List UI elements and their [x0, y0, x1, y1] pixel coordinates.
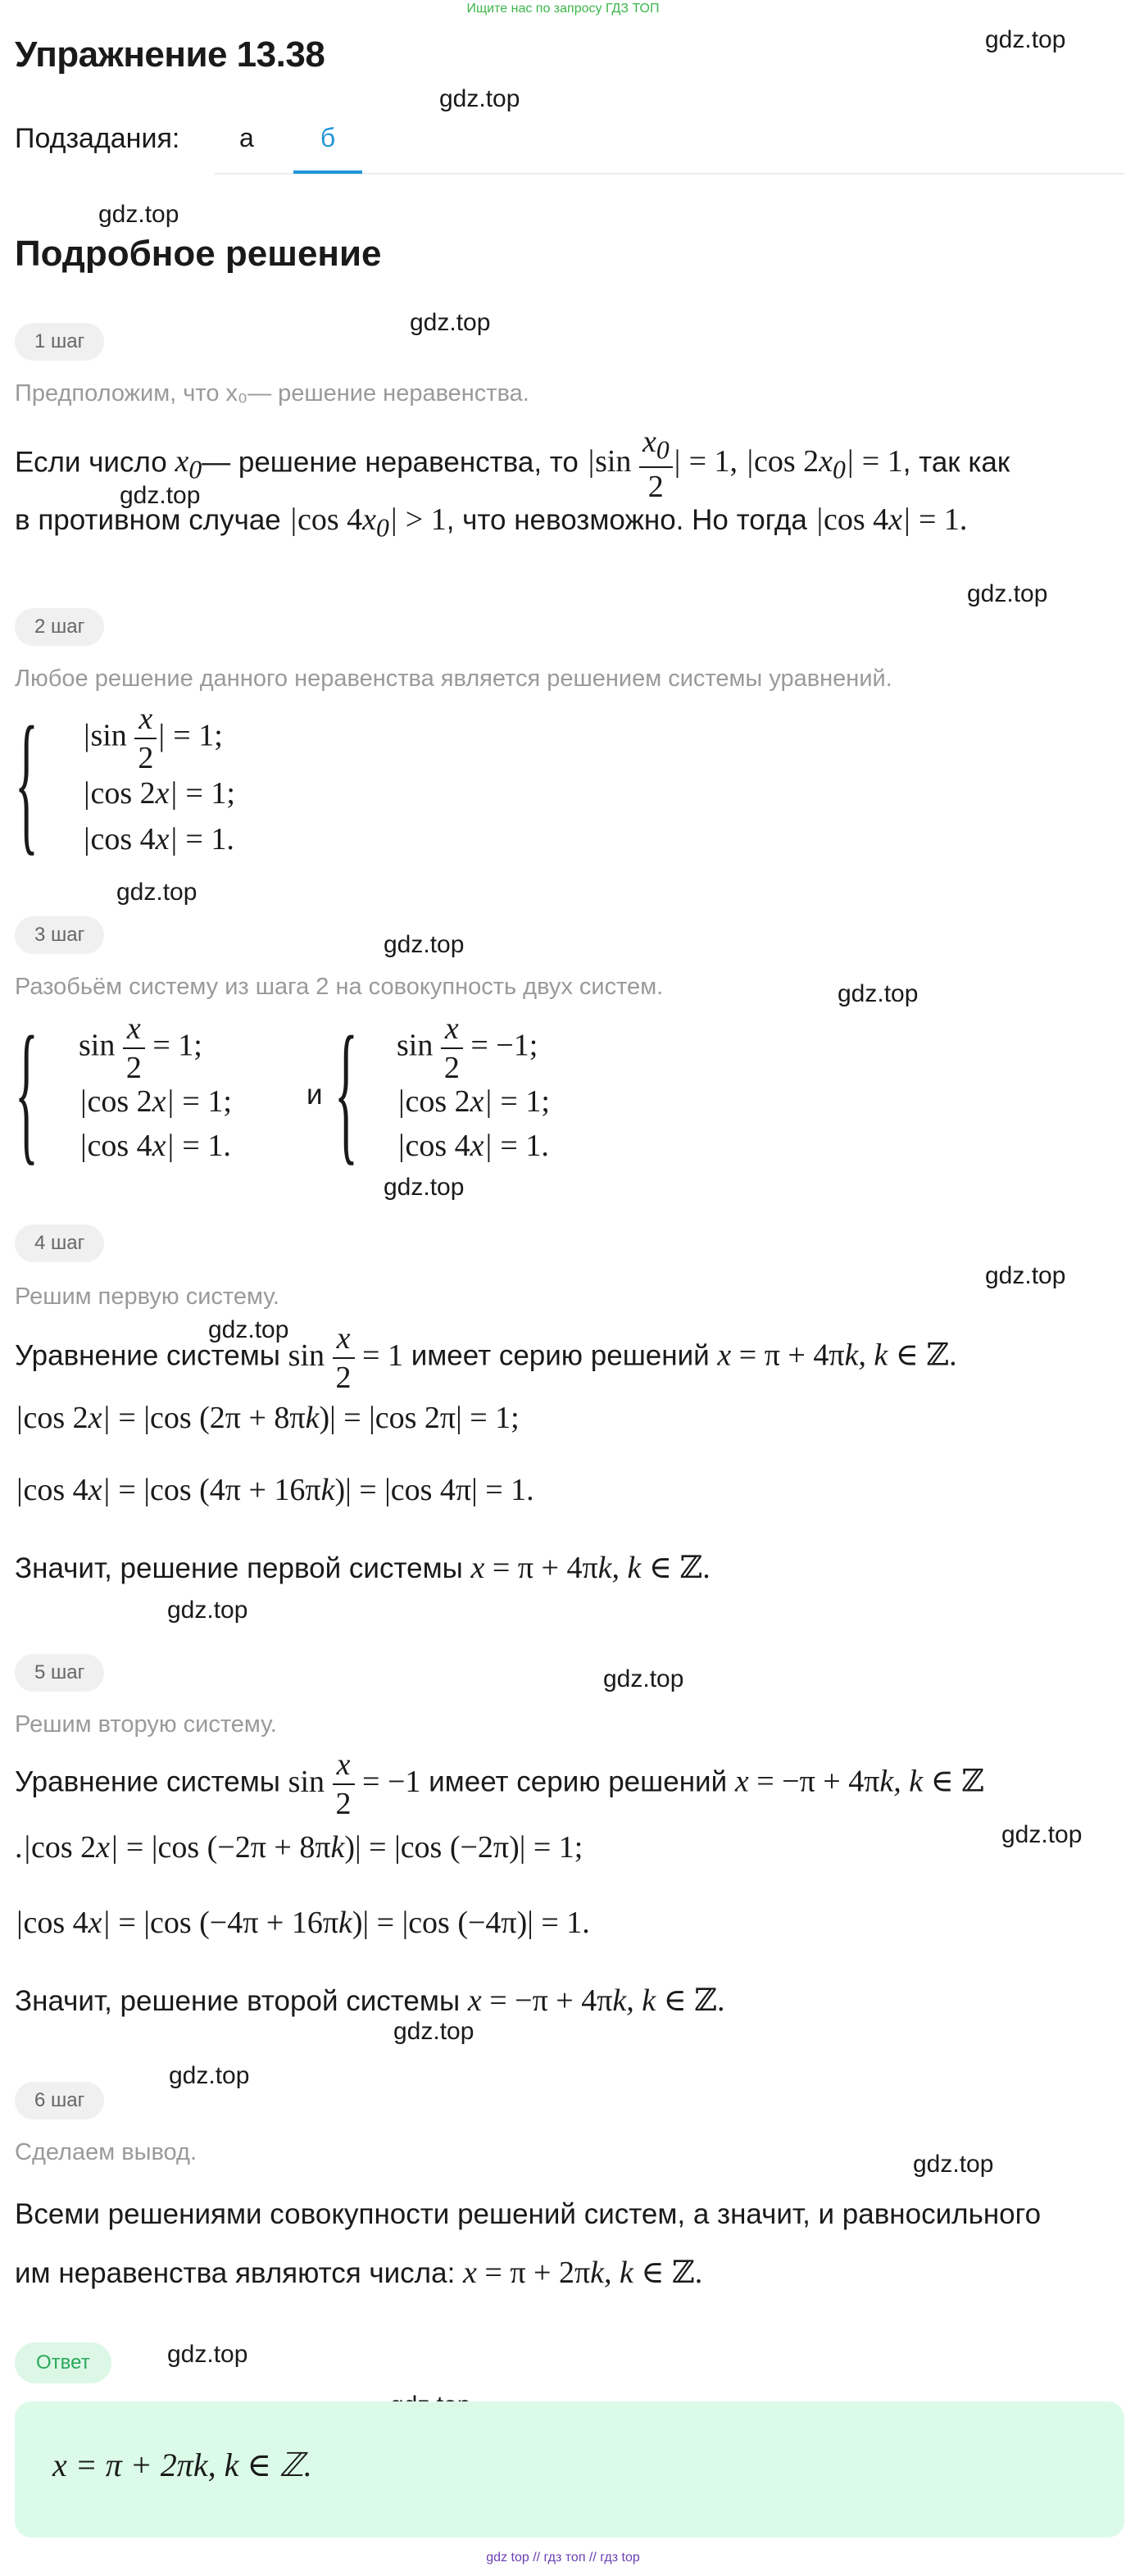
watermark: gdz.top — [913, 2151, 994, 2178]
step-3-sys1-eq-2: |cos 2x| = 1; — [79, 1084, 232, 1119]
step-3-sys2-eq-2: |cos 2x| = 1; — [397, 1084, 550, 1119]
page-title: Упражнение 13.38 — [15, 34, 325, 75]
subtasks-label: Подзадания: — [15, 123, 180, 154]
step-5-line-1: Уравнение системы sin $\frac{x}{2}$ = −1 имеет серию решений x = −π + 4πk, k ∈ ℤ — [15, 1747, 985, 1821]
watermark: gdz.top — [98, 201, 179, 228]
step-2-eq-3: |cos 4x| = 1. — [82, 822, 234, 856]
system-brace: { — [334, 1005, 358, 1179]
step-1-line-1: Если число $x_0—$ решение неравенства, то |sin $\frac{x_0}{2}$ | = 1, |cos $2x_0| = 1$, так как — [15, 425, 1010, 505]
active-tab-indicator — [293, 170, 362, 174]
step-3-sys1-eq-1: sin $\frac{x}{2}$ = 1; — [79, 1011, 202, 1085]
step-4-line-2: |cos 2x| = |cos (2π + 8πk)| = |cos 2π| = 1; — [15, 1401, 520, 1435]
step-2-hint: Любое решение данного неравенства является решением системы уравнений. — [15, 666, 892, 692]
watermark: gdz.top — [167, 1597, 248, 1624]
step-1-line-2: в противном случае |cos $4x_0| > 1$, что невозможно. Но тогда |cos 4x| = 1. — [15, 502, 968, 543]
step-1-hint: Предположим, что x₀— решение неравенства. — [15, 380, 529, 407]
top-banner[interactable]: Ищите нас по запросу ГДЗ ТОП — [466, 2, 660, 16]
step-6-line-2: им неравенства являются числа: x = π + 2πk, k ∈ ℤ. — [15, 2256, 703, 2290]
system-brace: { — [15, 695, 39, 869]
answer-badge: Ответ — [15, 2342, 111, 2383]
watermark: gdz.top — [985, 1262, 1066, 1289]
step-5-line-2: .|cos 2x| = |cos (−2π + 8πk)| = |cos (−2π)| = 1; — [15, 1830, 583, 1865]
watermark: gdz.top — [384, 931, 465, 958]
subtask-tab-b[interactable]: б — [320, 123, 336, 152]
step-3-sys2-eq-3: |cos 4x| = 1. — [397, 1129, 549, 1163]
watermark: gdz.top — [967, 580, 1048, 607]
step-5-line-3: |cos 4x| = |cos (−4π + 16πk)| = |cos (−4π)| = 1. — [15, 1906, 590, 1940]
step-5-conclusion: Значит, решение второй системы x = −π + 4πk, k ∈ ℤ. — [15, 1983, 725, 2018]
watermark: gdz.top — [120, 482, 201, 509]
step-3-hint: Разобьём систему из шага 2 на совокупность двух систем. — [15, 974, 664, 1000]
watermark: gdz.top — [169, 2062, 250, 2089]
watermark: gdz.top — [208, 1316, 289, 1343]
step-4-conclusion: Значит, решение первой системы x = π + 4πk, k ∈ ℤ. — [15, 1551, 711, 1585]
subtask-tab-a[interactable]: а — [239, 123, 254, 152]
step-4-line-1: Уравнение системы sin $\frac{x}{2}$ = 1 имеет серию решений x = π + 4πk, k ∈ ℤ. — [15, 1321, 957, 1395]
system-brace: { — [15, 1005, 39, 1179]
watermark: gdz.top — [603, 1665, 684, 1692]
step-2-eq-1: |sin $\frac{x}{2}$ | = 1; — [82, 702, 223, 775]
watermark: gdz.top — [384, 1174, 465, 1201]
step-badge-4: 4 шаг — [15, 1224, 104, 1262]
answer-value: x = π + 2πk, k ∈ ℤ. — [52, 2447, 312, 2483]
watermark: gdz.top — [838, 980, 919, 1007]
step-badge-3: 3 шаг — [15, 916, 104, 954]
step-2-eq-2: |cos 2x| = 1; — [82, 776, 235, 811]
bottom-banner[interactable]: gdz top // гдз топ // гдз top — [486, 2551, 640, 2565]
step-3-sys2-eq-1: sin $\frac{x}{2}$ = −1; — [397, 1011, 538, 1085]
step-3-sys1-eq-3: |cos 4x| = 1. — [79, 1129, 231, 1163]
step-badge-5: 5 шаг — [15, 1654, 104, 1692]
watermark: gdz.top — [116, 879, 198, 906]
watermark: gdz.top — [393, 2018, 474, 2045]
step-badge-2: 2 шаг — [15, 608, 104, 646]
step-6-line-1: Всеми решениями совокупности решений систем, а значит, и равносильного — [15, 2198, 1042, 2230]
step-badge-6: 6 шаг — [15, 2082, 104, 2119]
watermark: gdz.top — [1001, 1821, 1083, 1848]
step-4-line-3: |cos 4x| = |cos (4π + 16πk)| = |cos 4π| = 1. — [15, 1473, 534, 1507]
watermark: gdz.top — [439, 85, 520, 112]
solution-heading: Подробное решение — [15, 234, 382, 274]
step-4-hint: Решим первую систему. — [15, 1283, 279, 1310]
watermark: gdz.top — [410, 309, 491, 336]
step-5-hint: Решим вторую систему. — [15, 1711, 277, 1738]
watermark: gdz.top — [985, 26, 1066, 53]
and-label: и — [306, 1079, 323, 1111]
watermark: gdz.top — [167, 2341, 248, 2368]
step-6-hint: Сделаем вывод. — [15, 2139, 198, 2165]
step-badge-1: 1 шаг — [15, 323, 104, 361]
